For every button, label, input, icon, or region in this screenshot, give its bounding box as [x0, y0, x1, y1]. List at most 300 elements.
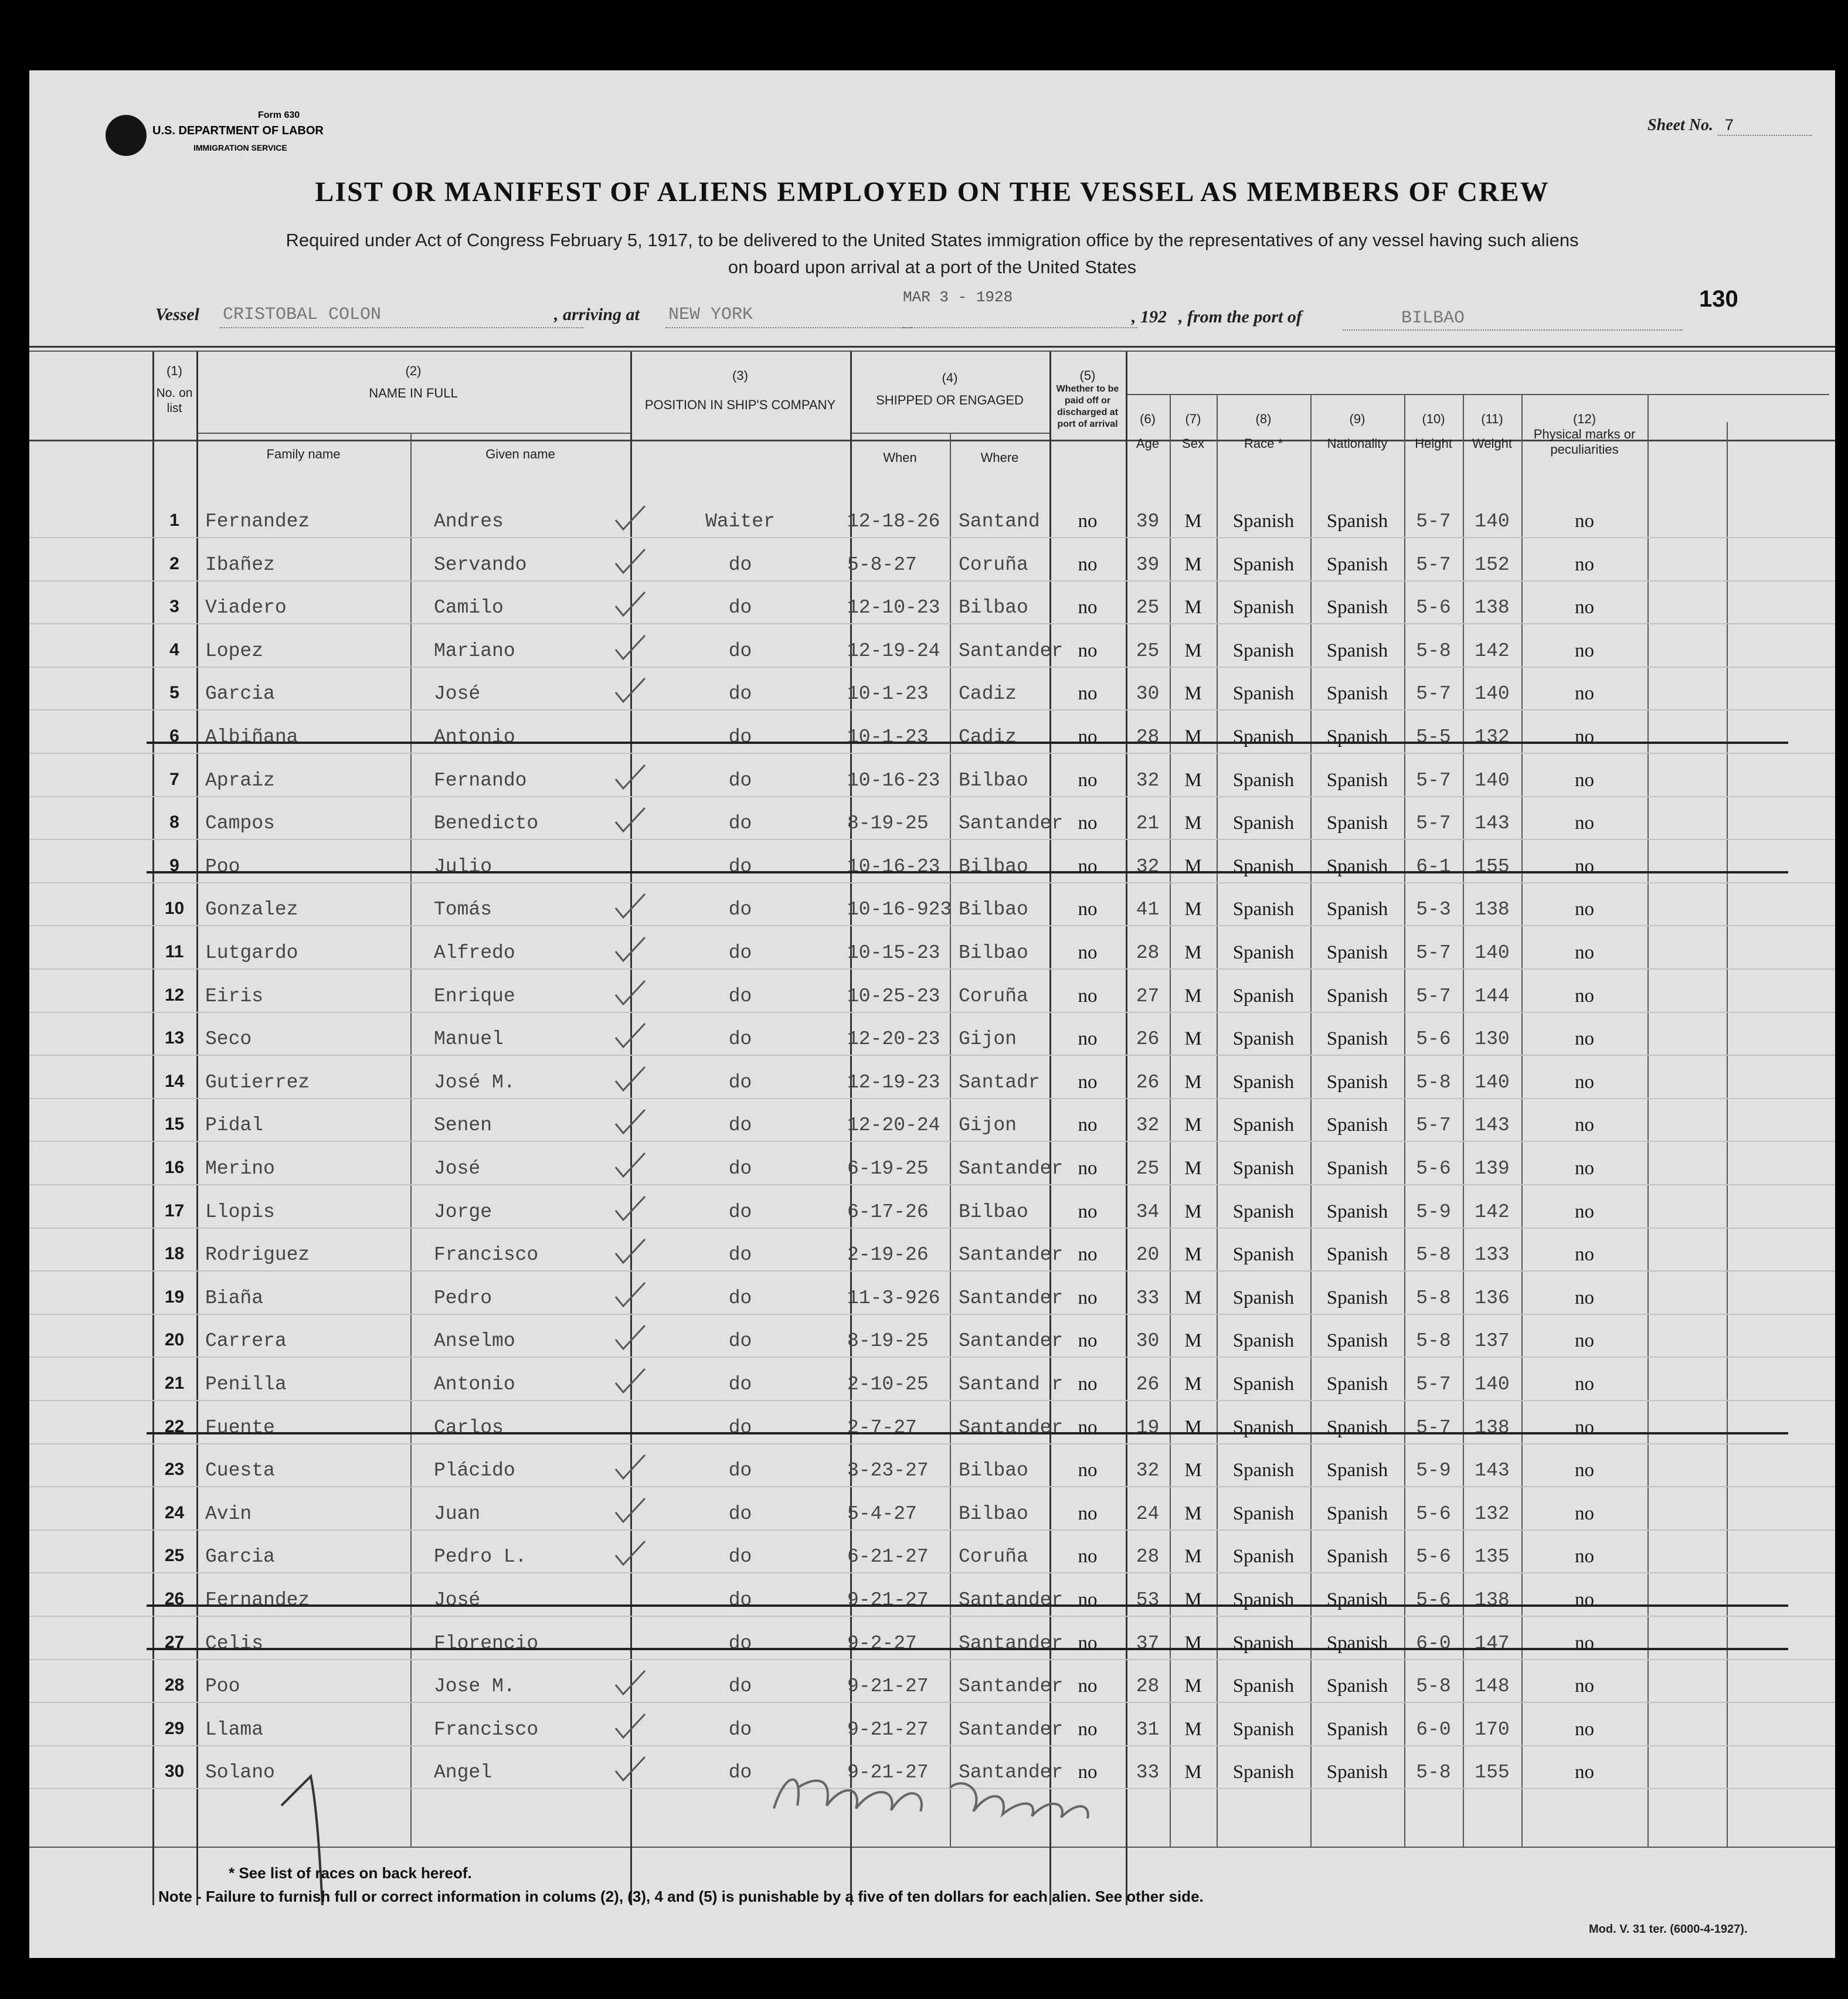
physical-marks-cell: no — [1575, 726, 1594, 747]
sex-cell: M — [1184, 985, 1202, 1007]
weight-cell: 140 — [1475, 511, 1510, 532]
race-cell: Spanish — [1232, 1330, 1295, 1352]
shipped-where-cell: Santander — [959, 1762, 1064, 1784]
weight-cell: 140 — [1475, 942, 1510, 964]
age-cell: 39 — [1136, 553, 1160, 576]
race-cell: Spanish — [1232, 1632, 1295, 1654]
family-name-cell: Garcia — [205, 683, 275, 705]
paid-off-cell: no — [1078, 1718, 1098, 1740]
nationality-cell: Spanish — [1326, 683, 1388, 705]
check-mark-icon — [613, 633, 648, 662]
given-name-cell: Angel — [434, 1762, 492, 1784]
given-name-cell: Tomás — [434, 899, 492, 921]
paid-off-cell: no — [1078, 1546, 1098, 1568]
nationality-cell: Spanish — [1326, 1201, 1388, 1222]
shipped-where-cell: Santander — [959, 1589, 1064, 1611]
department-name: U.S. DEPARTMENT OF LABOR — [152, 124, 324, 137]
vessel-name-line — [220, 327, 583, 328]
age-cell: 28 — [1136, 1675, 1160, 1698]
weight-cell: 142 — [1475, 640, 1510, 662]
col7-label: Sex — [1182, 436, 1204, 451]
shipped-where-cell: Bilbao — [959, 1460, 1028, 1482]
shipped-where-cell: Bilbao — [959, 942, 1028, 964]
age-cell: 32 — [1136, 855, 1160, 878]
weight-cell: 138 — [1475, 1416, 1510, 1439]
given-name-cell: Senen — [434, 1114, 492, 1137]
age-cell: 32 — [1136, 769, 1160, 791]
physical-marks-cell: no — [1575, 1632, 1594, 1654]
table-row — [29, 841, 1835, 883]
height-cell: 5-9 — [1416, 1201, 1451, 1223]
weight-cell: 138 — [1475, 597, 1510, 619]
shipped-where-cell: Santand — [959, 511, 1040, 532]
given-name-cell: Francisco — [434, 1718, 539, 1740]
position-cell: do — [728, 1158, 752, 1179]
paid-off-cell: no — [1078, 1675, 1098, 1697]
age-cell: 25 — [1136, 1158, 1160, 1179]
shipped-where-cell: Santander — [959, 1416, 1064, 1439]
paid-off-cell: no — [1078, 1374, 1098, 1395]
paid-off-cell: no — [1078, 683, 1098, 705]
shipped-when-cell: 9-2-27 — [847, 1632, 917, 1654]
col8-label: Race * — [1244, 436, 1283, 451]
list-number-cell: 11 — [165, 942, 184, 961]
check-mark-icon — [613, 1237, 648, 1266]
col9-label: Nationality — [1327, 436, 1388, 451]
paid-off-cell: no — [1078, 1762, 1098, 1783]
col5-number: (5) — [1079, 368, 1096, 383]
position-cell: do — [728, 1502, 752, 1525]
list-number-cell: 24 — [164, 1502, 185, 1522]
sex-cell: M — [1184, 640, 1202, 661]
sex-cell: M — [1184, 1244, 1202, 1266]
height-cell: 5-8 — [1416, 640, 1451, 662]
family-name-header: Family name — [266, 447, 341, 461]
age-cell: 41 — [1136, 899, 1160, 921]
family-name-cell: Biaña — [205, 1287, 264, 1309]
physical-marks-cell: no — [1575, 1675, 1594, 1697]
sex-cell: M — [1184, 1762, 1202, 1783]
paid-off-cell: no — [1078, 985, 1098, 1007]
vessel-label: Vessel — [155, 305, 199, 324]
strikethrough-line — [147, 1604, 1788, 1607]
race-cell: Spanish — [1232, 942, 1295, 963]
sex-cell: M — [1184, 1502, 1202, 1524]
nationality-cell: Spanish — [1326, 1114, 1388, 1136]
nationality-cell: Spanish — [1326, 1158, 1388, 1179]
family-name-cell: Cuesta — [205, 1460, 275, 1482]
race-cell: Spanish — [1232, 683, 1295, 705]
shipped-where-cell: Coruña — [959, 1546, 1028, 1568]
table-row — [29, 1143, 1835, 1185]
table-row — [29, 1315, 1835, 1358]
paid-off-cell: no — [1078, 1330, 1098, 1352]
table-row — [29, 797, 1835, 840]
position-cell: do — [728, 1114, 752, 1137]
shipped-when-cell: 8-19-25 — [847, 812, 929, 835]
given-name-cell: Enrique — [434, 985, 515, 1007]
position-cell: do — [728, 812, 752, 835]
height-cell: 5-5 — [1416, 726, 1451, 748]
position-cell: do — [728, 1675, 752, 1698]
sex-cell: M — [1184, 1330, 1202, 1352]
paid-off-cell: no — [1078, 1244, 1098, 1266]
table-row — [29, 1358, 1835, 1401]
check-mark-icon — [613, 504, 648, 533]
col3-number: (3) — [732, 368, 748, 383]
family-name-cell: Poo — [205, 1675, 240, 1698]
sex-cell: M — [1184, 1718, 1202, 1740]
age-cell: 26 — [1136, 1374, 1160, 1395]
age-cell: 31 — [1136, 1718, 1160, 1740]
position-cell: do — [728, 553, 752, 576]
check-mark-icon — [613, 1151, 648, 1180]
weight-cell: 138 — [1475, 1589, 1510, 1611]
sex-cell: M — [1184, 1675, 1202, 1697]
list-number-cell: 9 — [169, 855, 179, 875]
col12-number: (12) — [1572, 412, 1596, 426]
table-row — [29, 1186, 1835, 1229]
table-row — [29, 754, 1835, 797]
list-number-cell: 6 — [169, 726, 179, 746]
race-cell: Spanish — [1232, 1762, 1295, 1783]
physical-marks-cell: no — [1575, 511, 1594, 532]
nationality-cell: Spanish — [1326, 640, 1388, 661]
check-mark-icon — [613, 1065, 648, 1094]
col6-number: (6) — [1140, 412, 1156, 426]
strikethrough-line — [147, 742, 1788, 744]
physical-marks-cell: no — [1575, 553, 1594, 575]
given-name-cell: Pedro — [434, 1287, 492, 1309]
given-name-cell: Antonio — [434, 726, 515, 748]
race-cell: Spanish — [1232, 1287, 1295, 1308]
age-cell: 26 — [1136, 1028, 1160, 1051]
family-name-cell: Poo — [205, 855, 240, 878]
nationality-cell: Spanish — [1326, 1589, 1388, 1610]
sex-cell: M — [1184, 1374, 1202, 1395]
physical-marks-cell: no — [1575, 1589, 1594, 1610]
weight-cell: 143 — [1475, 1114, 1510, 1137]
physical-marks-cell: no — [1575, 1330, 1594, 1352]
strikethrough-line — [147, 1432, 1788, 1434]
shipped-where-cell: Bilbao — [959, 597, 1028, 619]
paid-off-cell: no — [1078, 1071, 1098, 1093]
shipped-where-cell: Santander — [959, 640, 1064, 662]
penalty-note: Note - Failure to furnish full or correct information in colums (2), (3), 4 and (5) is punishable by a five of ten dollars for each alien. See other side. — [158, 1888, 1204, 1905]
table-row — [29, 1013, 1835, 1056]
position-cell: do — [728, 1287, 752, 1309]
col9-number: (9) — [1349, 412, 1365, 426]
check-mark-icon — [613, 892, 648, 921]
weight-cell: 133 — [1475, 1244, 1510, 1266]
race-cell: Spanish — [1232, 1158, 1295, 1179]
from-port-line — [1343, 329, 1683, 331]
list-number-cell: 23 — [164, 1460, 185, 1480]
sex-cell: M — [1184, 1028, 1202, 1050]
shipped-when-cell: 10-25-23 — [847, 985, 940, 1007]
sex-cell: M — [1184, 812, 1202, 834]
race-cell: Spanish — [1232, 899, 1295, 920]
weight-cell: 136 — [1475, 1287, 1510, 1309]
arriving-port-line — [665, 327, 912, 328]
weight-cell: 148 — [1475, 1675, 1510, 1698]
check-mark-icon — [613, 1712, 648, 1741]
shipped-where-cell: Gijon — [959, 1028, 1017, 1051]
weight-cell: 140 — [1475, 769, 1510, 791]
col1-number: (1) — [167, 363, 182, 378]
shipped-when-cell: 3-23-27 — [847, 1460, 929, 1482]
shipped-when-cell: 9-21-27 — [847, 1675, 929, 1698]
shipped-when-cell: 2-19-26 — [847, 1244, 929, 1266]
given-name-cell: Plácido — [434, 1460, 515, 1482]
physical-marks-cell: no — [1575, 942, 1594, 963]
position-cell: do — [728, 855, 752, 878]
position-cell: do — [728, 640, 752, 662]
nationality-cell: Spanish — [1326, 1546, 1388, 1568]
position-cell: do — [728, 942, 752, 964]
col12-header — [1521, 412, 1647, 457]
paid-off-cell: no — [1078, 1201, 1098, 1222]
weight-cell: 140 — [1475, 1374, 1510, 1395]
height-cell: 5-7 — [1416, 683, 1451, 705]
sex-cell: M — [1184, 683, 1202, 705]
sex-cell: M — [1184, 553, 1202, 575]
family-name-cell: Fuente — [205, 1416, 275, 1439]
family-name-cell: Garcia — [205, 1546, 275, 1568]
physical-marks-cell: no — [1575, 1201, 1594, 1222]
sex-cell: M — [1184, 855, 1202, 877]
col4-label: SHIPPED OR ENGAGED — [876, 393, 1024, 407]
race-cell: Spanish — [1232, 1460, 1295, 1481]
paid-off-cell: no — [1078, 1632, 1098, 1654]
nationality-cell: Spanish — [1326, 511, 1388, 532]
shipped-when-cell: 9-21-27 — [847, 1589, 929, 1611]
check-mark-icon — [613, 1107, 648, 1137]
paid-off-cell: no — [1078, 511, 1098, 532]
from-port: BILBAO — [1401, 308, 1465, 328]
position-cell: do — [728, 1460, 752, 1482]
list-number-cell: 17 — [164, 1201, 185, 1221]
table-row — [29, 1402, 1835, 1444]
position-cell: do — [728, 1244, 752, 1266]
age-cell: 32 — [1136, 1460, 1160, 1482]
position-cell: do — [728, 1632, 752, 1654]
paid-off-cell: no — [1078, 1114, 1098, 1136]
paid-off-cell: no — [1078, 640, 1098, 661]
height-cell: 5-6 — [1416, 597, 1451, 619]
family-name-cell: Llama — [205, 1718, 264, 1740]
weight-cell: 142 — [1475, 1201, 1510, 1223]
list-number-cell: 13 — [164, 1028, 185, 1048]
sex-cell: M — [1184, 1546, 1202, 1568]
age-cell: 20 — [1136, 1244, 1160, 1266]
height-cell: 6-1 — [1416, 855, 1451, 878]
col11-number: (11) — [1481, 412, 1503, 426]
shipped-where-cell: Santander — [959, 1287, 1064, 1309]
nationality-cell: Spanish — [1326, 1502, 1388, 1524]
weight-cell: 144 — [1475, 985, 1510, 1007]
race-cell: Spanish — [1232, 1546, 1295, 1568]
family-name-cell: Lopez — [205, 640, 264, 662]
check-mark-icon — [613, 1194, 648, 1223]
shipped-where-cell: Santander — [959, 1675, 1064, 1698]
manifest-sheet — [29, 70, 1835, 1958]
race-cell: Spanish — [1232, 597, 1295, 618]
height-cell: 5-7 — [1416, 812, 1451, 835]
weight-cell: 140 — [1475, 683, 1510, 705]
form-mod-number: Mod. V. 31 ter. (6000-4-1927). — [1589, 1923, 1748, 1936]
weight-cell: 130 — [1475, 1028, 1510, 1051]
weight-cell: 132 — [1475, 726, 1510, 748]
family-name-cell: Apraiz — [205, 769, 275, 791]
sheet-number-label — [1647, 116, 1734, 135]
right-block-top-line — [1126, 394, 1829, 395]
age-cell: 19 — [1136, 1416, 1160, 1439]
nationality-cell: Spanish — [1326, 726, 1388, 747]
shipped-when-cell: 10-16-923 — [847, 899, 952, 921]
shipped-when-cell: 12-19-24 — [847, 640, 940, 662]
physical-marks-cell: no — [1575, 855, 1594, 877]
shipped-when-cell: 10-16-23 — [847, 769, 940, 791]
given-name-cell: Juan — [434, 1502, 481, 1525]
where-header: Where — [980, 450, 1019, 465]
table-row — [29, 1229, 1835, 1272]
position-cell: do — [728, 1071, 752, 1093]
height-cell: 5-6 — [1416, 1589, 1451, 1611]
table-row — [29, 1660, 1835, 1703]
vessel-name: CRISTOBAL COLON — [223, 305, 382, 325]
position-cell: do — [728, 1762, 752, 1784]
age-cell: 28 — [1136, 1546, 1160, 1568]
family-name-cell: Solano — [205, 1762, 275, 1784]
physical-marks-cell: no — [1575, 1546, 1594, 1568]
race-cell: Spanish — [1232, 1502, 1295, 1524]
col6-header — [1126, 412, 1170, 451]
shipped-where-cell: Coruña — [959, 985, 1028, 1007]
list-number-cell: 29 — [164, 1718, 185, 1738]
physical-marks-cell: no — [1575, 1158, 1594, 1179]
sex-cell: M — [1184, 1287, 1202, 1308]
shipped-where-cell: Santander — [959, 1632, 1064, 1654]
race-cell: Spanish — [1232, 855, 1295, 877]
family-name-cell: Fernandez — [205, 511, 310, 532]
shipped-where-cell: Bilbao — [959, 1201, 1028, 1223]
position-cell: do — [728, 899, 752, 921]
family-name-cell: Penilla — [205, 1374, 287, 1395]
shipped-where-cell: Santander — [959, 1158, 1064, 1179]
shipped-when-cell: 10-1-23 — [847, 726, 929, 748]
list-number-cell: 1 — [169, 511, 179, 530]
list-number-cell: 27 — [164, 1632, 185, 1652]
sex-cell: M — [1184, 769, 1202, 791]
shipped-where-cell: Bilbao — [959, 1502, 1028, 1525]
height-cell: 5-7 — [1416, 1416, 1451, 1439]
arriving-label: , arriving at — [554, 305, 640, 324]
check-mark-icon — [613, 547, 648, 576]
age-cell: 30 — [1136, 1330, 1160, 1352]
height-cell: 5-7 — [1416, 942, 1451, 964]
shipped-when-cell: 10-1-23 — [847, 683, 929, 705]
shipped-where-cell: Santand r — [959, 1374, 1064, 1395]
col1-label: No. on list — [156, 386, 193, 415]
nationality-cell: Spanish — [1326, 985, 1388, 1007]
table-row — [29, 1704, 1835, 1746]
col9-header — [1310, 412, 1404, 451]
list-number-cell: 26 — [164, 1589, 185, 1609]
col8-header — [1217, 412, 1310, 451]
physical-marks-cell: no — [1575, 1718, 1594, 1740]
arrival-date-line — [903, 327, 1137, 328]
check-mark-icon — [613, 935, 648, 964]
col5-label: Whether to be paid off or discharged at port of arrival — [1056, 384, 1119, 429]
arriving-port: NEW YORK — [668, 305, 753, 325]
list-number-cell: 3 — [169, 597, 179, 617]
list-number-cell: 4 — [169, 640, 179, 659]
physical-marks-cell: no — [1575, 1287, 1594, 1308]
table-row — [29, 1056, 1835, 1099]
table-top-border — [29, 346, 1835, 348]
shipped-where-cell: Santadr — [959, 1071, 1040, 1093]
table-row — [29, 1444, 1835, 1487]
nationality-cell: Spanish — [1326, 769, 1388, 791]
physical-marks-cell: no — [1575, 640, 1594, 661]
service-name: IMMIGRATION SERVICE — [193, 143, 287, 152]
table-row — [29, 1272, 1835, 1315]
family-name-cell: Ibañez — [205, 553, 275, 576]
table-row — [29, 495, 1835, 538]
height-cell: 5-7 — [1416, 1374, 1451, 1395]
family-name-cell: Llopis — [205, 1201, 275, 1223]
family-name-cell: Gutierrez — [205, 1071, 310, 1093]
shipped-when-cell: 6-19-25 — [847, 1158, 929, 1179]
shipped-when-cell: 8-19-25 — [847, 1330, 929, 1352]
shipped-when-cell: 10-15-23 — [847, 942, 940, 964]
shipped-when-cell: 12-18-26 — [847, 511, 940, 532]
family-name-cell: Celis — [205, 1632, 264, 1654]
physical-marks-cell: no — [1575, 769, 1594, 791]
race-cell: Spanish — [1232, 1201, 1295, 1222]
age-cell: 39 — [1136, 511, 1160, 532]
family-name-cell: Carrera — [205, 1330, 287, 1352]
shipped-when-cell: 2-7-27 — [847, 1416, 917, 1439]
given-name-cell: Carlos — [434, 1416, 504, 1439]
list-number-cell: 19 — [164, 1287, 185, 1307]
position-cell: do — [728, 1330, 752, 1352]
given-name-cell: Pedro L. — [434, 1546, 527, 1568]
table-row — [29, 927, 1835, 970]
list-number-cell: 20 — [164, 1330, 185, 1350]
list-number-cell: 28 — [164, 1675, 185, 1695]
list-number-cell: 16 — [164, 1158, 185, 1177]
given-name-cell: José — [434, 1589, 481, 1611]
paid-off-cell: no — [1078, 1158, 1098, 1179]
height-cell: 5-7 — [1416, 769, 1451, 791]
race-cell: Spanish — [1232, 812, 1295, 834]
shipped-where-cell: Cadiz — [959, 726, 1017, 748]
col2-label: NAME IN FULL — [369, 386, 458, 400]
shipped-where-cell: Santander — [959, 1330, 1064, 1352]
table-row — [29, 668, 1835, 710]
given-name-cell: Florencio — [434, 1632, 539, 1654]
age-cell: 27 — [1136, 985, 1160, 1007]
paid-off-cell: no — [1078, 1416, 1098, 1438]
given-name-cell: Servando — [434, 553, 527, 576]
nationality-cell: Spanish — [1326, 1244, 1388, 1266]
list-number-cell: 14 — [164, 1071, 185, 1091]
paid-off-cell: no — [1078, 1460, 1098, 1481]
physical-marks-cell: no — [1575, 1244, 1594, 1266]
height-cell: 5-8 — [1416, 1287, 1451, 1309]
